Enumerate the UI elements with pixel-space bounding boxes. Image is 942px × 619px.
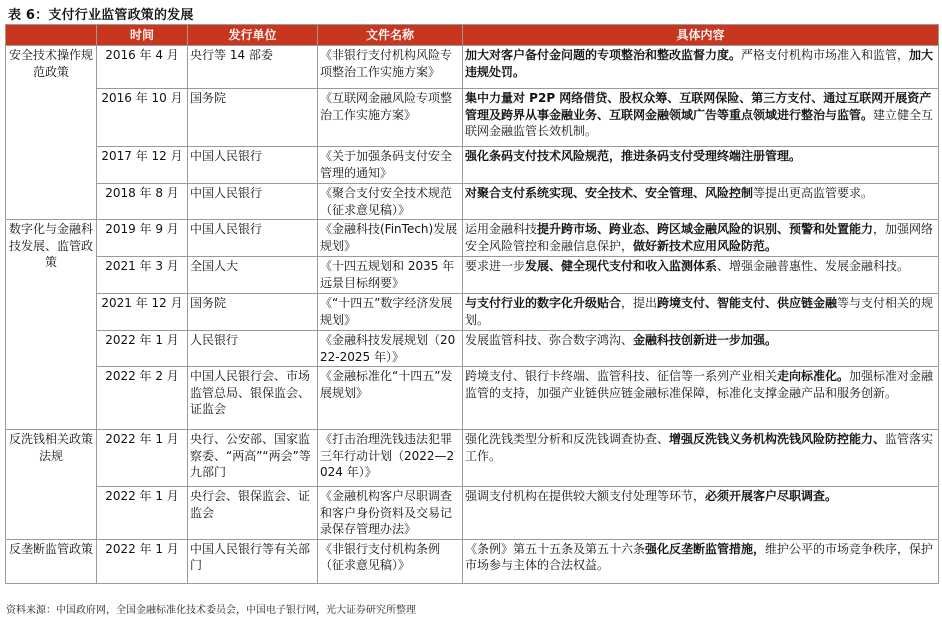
document-cell: 《金融科技发展规划（2022-2025 年）》: [318, 331, 463, 367]
document-cell: 《非银行支付机构条例（征求意见稿）》: [318, 539, 463, 583]
content-text: 维护公平的市场竞争秩序，保护市场参与主体的合法权益。: [465, 541, 934, 572]
document-cell: 《非银行支付机构风险专项整治工作实施方案》: [318, 46, 463, 89]
document-cell: 《互联网金融风险专项整治工作实施方案》: [318, 89, 463, 147]
document-cell: 《金融标准化“十四五”发展规划》: [318, 367, 463, 430]
header-category: [6, 25, 97, 46]
time-cell: 2016 年 4 月: [97, 46, 188, 89]
table-row: [6, 147, 939, 184]
header-time: 时间: [97, 25, 188, 46]
time-cell: 2019 年 9 月: [97, 220, 188, 257]
content-emphasis: 增强反洗钱义务机构洗钱风险防控能力、: [669, 432, 886, 446]
content-text: 严格支付机构市场准入和监管，: [741, 48, 910, 62]
content-text: 《条例》第五十五条及第五十六条: [465, 541, 646, 556]
table-title: 表 6：支付行业监管政策的发展: [8, 8, 194, 23]
issuer-cell: 国务院: [188, 294, 318, 331]
issuer-cell: 中国人民银行: [188, 184, 318, 220]
content-emphasis: 与支付行业的数字化升级贴合: [465, 296, 622, 310]
content-text: 等与支付相关的规划。: [465, 296, 934, 327]
content-cell: [463, 220, 939, 257]
header-document: 文件名称: [318, 25, 463, 46]
table-row: [6, 184, 939, 220]
content-text: ，加强网络安全风险管控和金融信息保护，: [465, 222, 934, 253]
issuer-cell: 央行等 14 部委: [188, 46, 318, 89]
category-cell: 反垄断监管政策: [6, 539, 97, 583]
content-cell: [463, 46, 939, 89]
header-content: 具体内容: [463, 25, 939, 46]
time-cell: 2022 年 1 月: [97, 430, 188, 487]
content-text: 跨境支付、银行卡终端、监管科技、征信等一系列产业相关: [465, 369, 778, 383]
header-issuer: 发行单位: [188, 25, 318, 46]
content-text: 监管落实工作。: [465, 432, 934, 463]
category-cell: 安全技术操作规范政策: [6, 46, 97, 220]
document-cell: 《“十四五”数字经济发展规划》: [318, 294, 463, 331]
content-cell: [463, 367, 939, 430]
table-header-row: [6, 25, 939, 46]
table-row: [6, 294, 939, 331]
category-cell: 反洗钱相关政策法规: [6, 430, 97, 540]
policy-table: [5, 24, 939, 584]
content-emphasis: 跨境支付、智能支付、供应链金融: [657, 296, 838, 310]
category-cell: 数字化与金融科技发展、监管政策: [6, 220, 97, 430]
content-text: 强调支付机构在提供较大额支付处理等环节，: [465, 489, 706, 503]
content-cell: [463, 257, 939, 294]
content-cell: [463, 147, 939, 184]
content-emphasis: 强化条码支付技术风险规范，推进条码支付受理终端注册管理。: [465, 149, 802, 163]
content-text: 要求进一步: [465, 259, 526, 273]
time-cell: 2022 年 2 月: [97, 367, 188, 430]
content-text: 发展监管科技、弥合数字鸿沟、: [465, 333, 634, 347]
content-text: ，提出: [621, 296, 658, 310]
time-cell: 2016 年 10 月: [97, 89, 188, 147]
issuer-cell: 中国人民银行等有关部门: [188, 539, 318, 583]
content-emphasis: 金融科技创新进一步加强。: [633, 333, 778, 347]
content-cell: [463, 89, 939, 147]
content-emphasis: 加大对客户备付金问题的专项整治和整改监督力度。: [465, 48, 742, 62]
issuer-cell: 中国人民银行: [188, 147, 318, 184]
issuer-cell: 全国人大: [188, 257, 318, 294]
table-row: [6, 89, 939, 147]
document-cell: 《聚合支付安全技术规范（征求意见稿）》: [318, 184, 463, 220]
content-cell: [463, 539, 939, 583]
document-cell: 《打击治理洗钱违法犯罪三年行动计划（2022—2024 年）》: [318, 430, 463, 487]
time-cell: 2018 年 8 月: [97, 184, 188, 220]
table-row: [6, 487, 939, 540]
time-cell: 2022 年 1 月: [97, 487, 188, 540]
content-text: 强化洗钱类型分析和反洗钱调查协查、: [465, 432, 670, 446]
table-row: [6, 220, 939, 257]
issuer-cell: 国务院: [188, 89, 318, 147]
table-row: [6, 367, 939, 430]
issuer-cell: 中国人民银行会、市场监管总局、银保监会、证监会: [188, 367, 318, 430]
time-cell: 2022 年 1 月: [97, 539, 188, 583]
content-cell: [463, 294, 939, 331]
content-emphasis: 加大违规处罚。: [465, 48, 934, 79]
document-cell: 《金融科技(FinTech)发展规划》: [318, 220, 463, 257]
issuer-cell: 人民银行: [188, 331, 318, 367]
content-emphasis: 走向标准化。: [777, 369, 850, 383]
content-emphasis: 发展、健全现代支付和收入监测体系: [525, 259, 718, 273]
table-row: [6, 46, 939, 89]
table-row: [6, 430, 939, 487]
content-text: 、增强金融普惠性、发展金融科技。: [717, 259, 910, 273]
issuer-cell: 央行会、银保监会、证监会: [188, 487, 318, 540]
content-cell: [463, 487, 939, 540]
time-cell: 2022 年 1 月: [97, 331, 188, 367]
content-text: 加强标准对金融监管的支持，加强产业链供应链金融标准保障，标准化支撑金融产品和服务创新。: [465, 369, 934, 400]
content-emphasis: 做好新技术应用风险防范。: [633, 238, 778, 253]
issuer-cell: 央行、公安部、国家监察委、“两高”“两会”等九部门: [188, 430, 318, 487]
content-text: 建立健全互联网金融监管长效机制。: [465, 107, 934, 138]
document-cell: 《金融机构客户尽职调查和客户身份资料及交易记录保存管理办法》: [318, 487, 463, 540]
time-cell: 2017 年 12 月: [97, 147, 188, 184]
content-cell: [463, 331, 939, 367]
content-text: 等提出更高监管要求。: [753, 186, 874, 200]
document-cell: 《关于加强条码支付安全管理的通知》: [318, 147, 463, 184]
time-cell: 2021 年 12 月: [97, 294, 188, 331]
content-text: 运用金融科技: [465, 222, 538, 236]
table-row: [6, 539, 939, 583]
document-cell: 《十四五规划和 2035 年远景目标纲要》: [318, 257, 463, 294]
source-note: 资料来源：中国政府网，全国金融标准化技术委员会，中国电子银行网，光大证券研究所整理: [6, 605, 416, 616]
content-emphasis: 强化反垄断监管措施，: [645, 541, 766, 556]
content-cell: [463, 184, 939, 220]
issuer-cell: 中国人民银行: [188, 220, 318, 257]
content-emphasis: 必须开展客户尽职调查。: [705, 489, 838, 503]
content-emphasis: 对聚合支付系统实现、安全技术、安全管理、风险控制: [465, 186, 754, 200]
table-row: [6, 331, 939, 367]
content-cell: [463, 430, 939, 487]
time-cell: 2021 年 3 月: [97, 257, 188, 294]
content-emphasis: 提升跨市场、跨业态、跨区域金融风险的识别、预警和处置能力: [537, 222, 874, 236]
content-emphasis: 集中力量对 P2P 网络借贷、股权众筹、互联网保险、第三方支付、通过互联网开展资产管理及跨界从事金融业务、互联网金融领域广告等重点领域进行整治与监管。: [465, 91, 932, 122]
table-row: [6, 257, 939, 294]
